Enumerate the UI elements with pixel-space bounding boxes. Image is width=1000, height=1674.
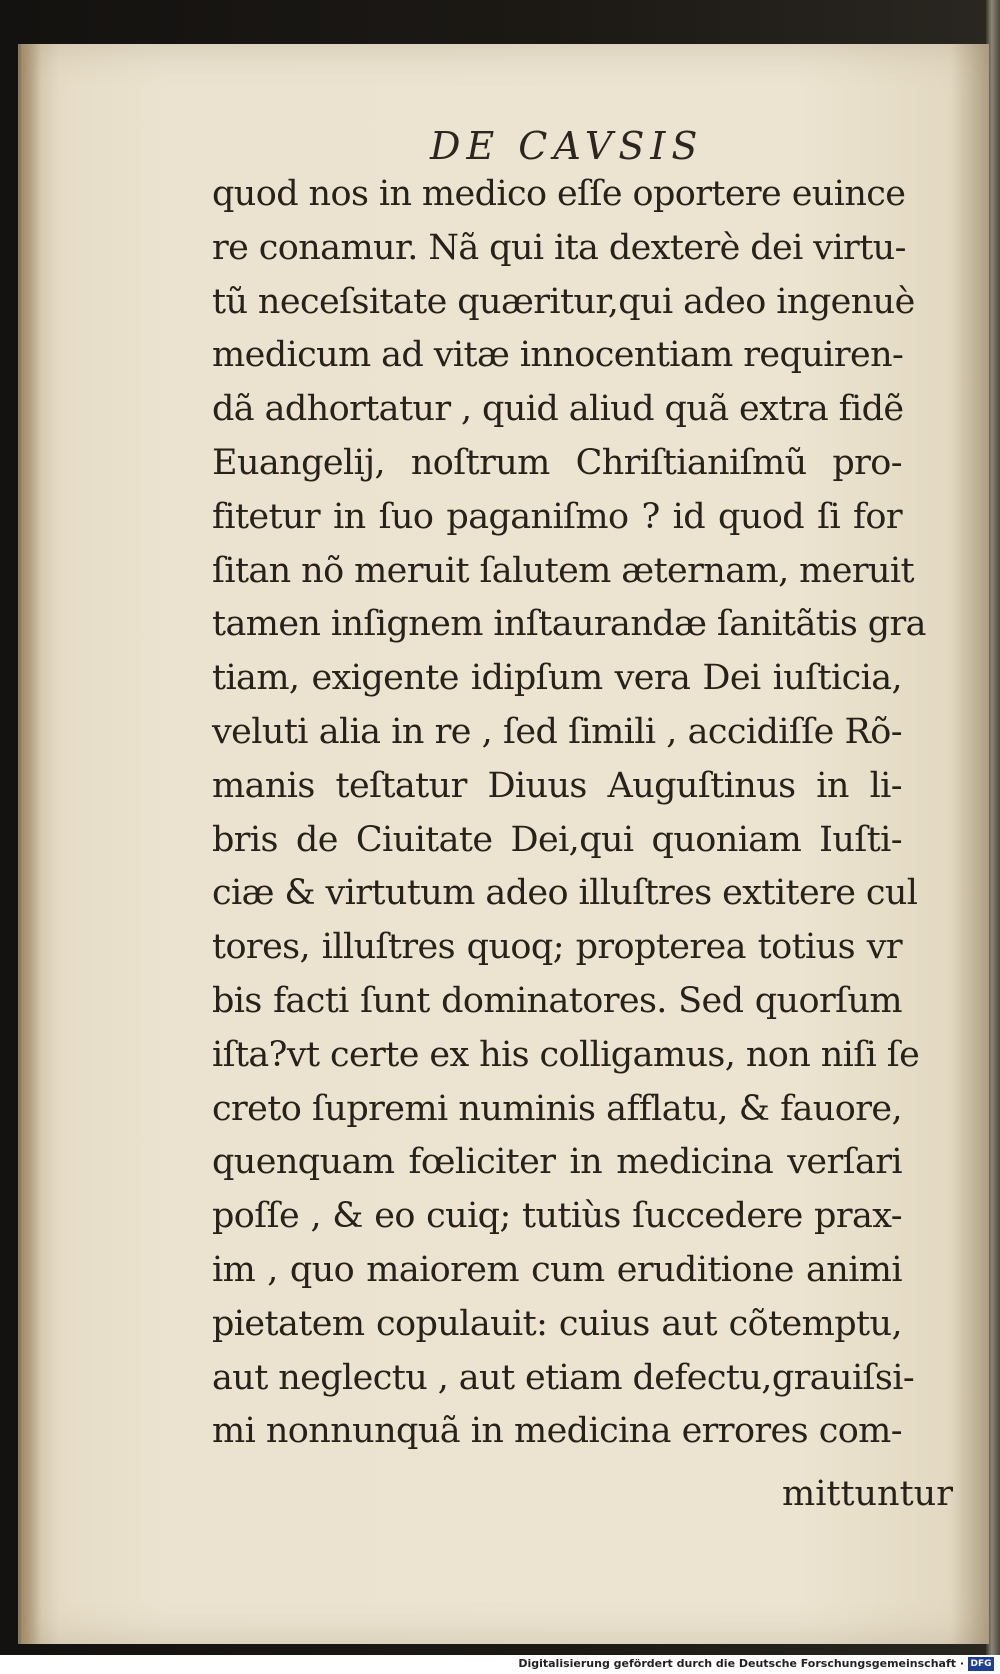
digitization-credit: Digitalisierung gefördert durch die Deutsche Forschungsgemeinschaft · (518, 1657, 964, 1670)
text-line: bris de Ciuitate Dei,qui quoniam Iuſti- (212, 819, 902, 860)
text-line: creto ſupremi numinis afflatu, & fauore, (212, 1088, 902, 1129)
text-line: Euangelij, noſtrum Chriſtianiſmũ pro- (212, 442, 902, 483)
text-line: im , quo maiorem cum eruditione animi (212, 1249, 902, 1290)
text-line: veluti alia in re , ſed ſimili , accidiſſe Rõ- (212, 711, 902, 752)
page-binding-shadow (21, 44, 41, 1644)
text-line: tores, illuſtres quoq; propterea totius vr (212, 927, 902, 968)
text-line: quenquam fœliciter in medicina verſari (212, 1142, 902, 1183)
text-line: manis teſtatur Diuus Auguſtinus in li- (212, 765, 902, 806)
text-line: dã adhortatur , quid aliud quã extra fidẽ (212, 389, 904, 430)
text-line: quod nos in medico eſſe oportere euince (212, 174, 906, 214)
text-line: re conamur. Nã qui ita dexterè dei virtu- (212, 227, 906, 268)
text-line: iſta?vt certe ex his colligamus, non niſi ſe (212, 1034, 920, 1075)
text-line: tiam, exigente idipſum vera Dei iuſticia, (212, 658, 902, 699)
text-line: fitetur in ſuo paganiſmo ? id quod ſi for (212, 496, 902, 537)
running-head: DE CAVSIS (430, 124, 704, 168)
text-line: ſitan nõ meruit ſalutem æternam, meruit (212, 550, 914, 591)
text-line: aut neglectu , aut etiam defectu,grauiſsi- (212, 1357, 915, 1398)
dfg-logo: DFG (968, 1657, 994, 1671)
text-line: tamen inſignem inſtaurandæ ſanitãtis gra (212, 604, 926, 645)
text-line: tũ neceſsitate quæritur,qui adeo ingenuè (212, 281, 915, 322)
text-line: poſſe , & eo cuiq; tutiùs ſuccedere prax- (212, 1196, 902, 1237)
text-block (212, 168, 926, 1459)
text-line: medicum ad vitæ innocentiam requiren- (212, 335, 904, 376)
text-line: mi nonnunquã in medicina errores com- (212, 1411, 902, 1452)
text-line: pietatem copulauit: cuius aut cõtemptu, (212, 1303, 902, 1344)
text-line: bis facti ſunt dominatores. Sed quorſum (212, 980, 902, 1021)
text-line: ciæ & virtutum adeo illuſtres extitere cul (212, 873, 918, 914)
catchword: mittuntur (782, 1474, 953, 1514)
